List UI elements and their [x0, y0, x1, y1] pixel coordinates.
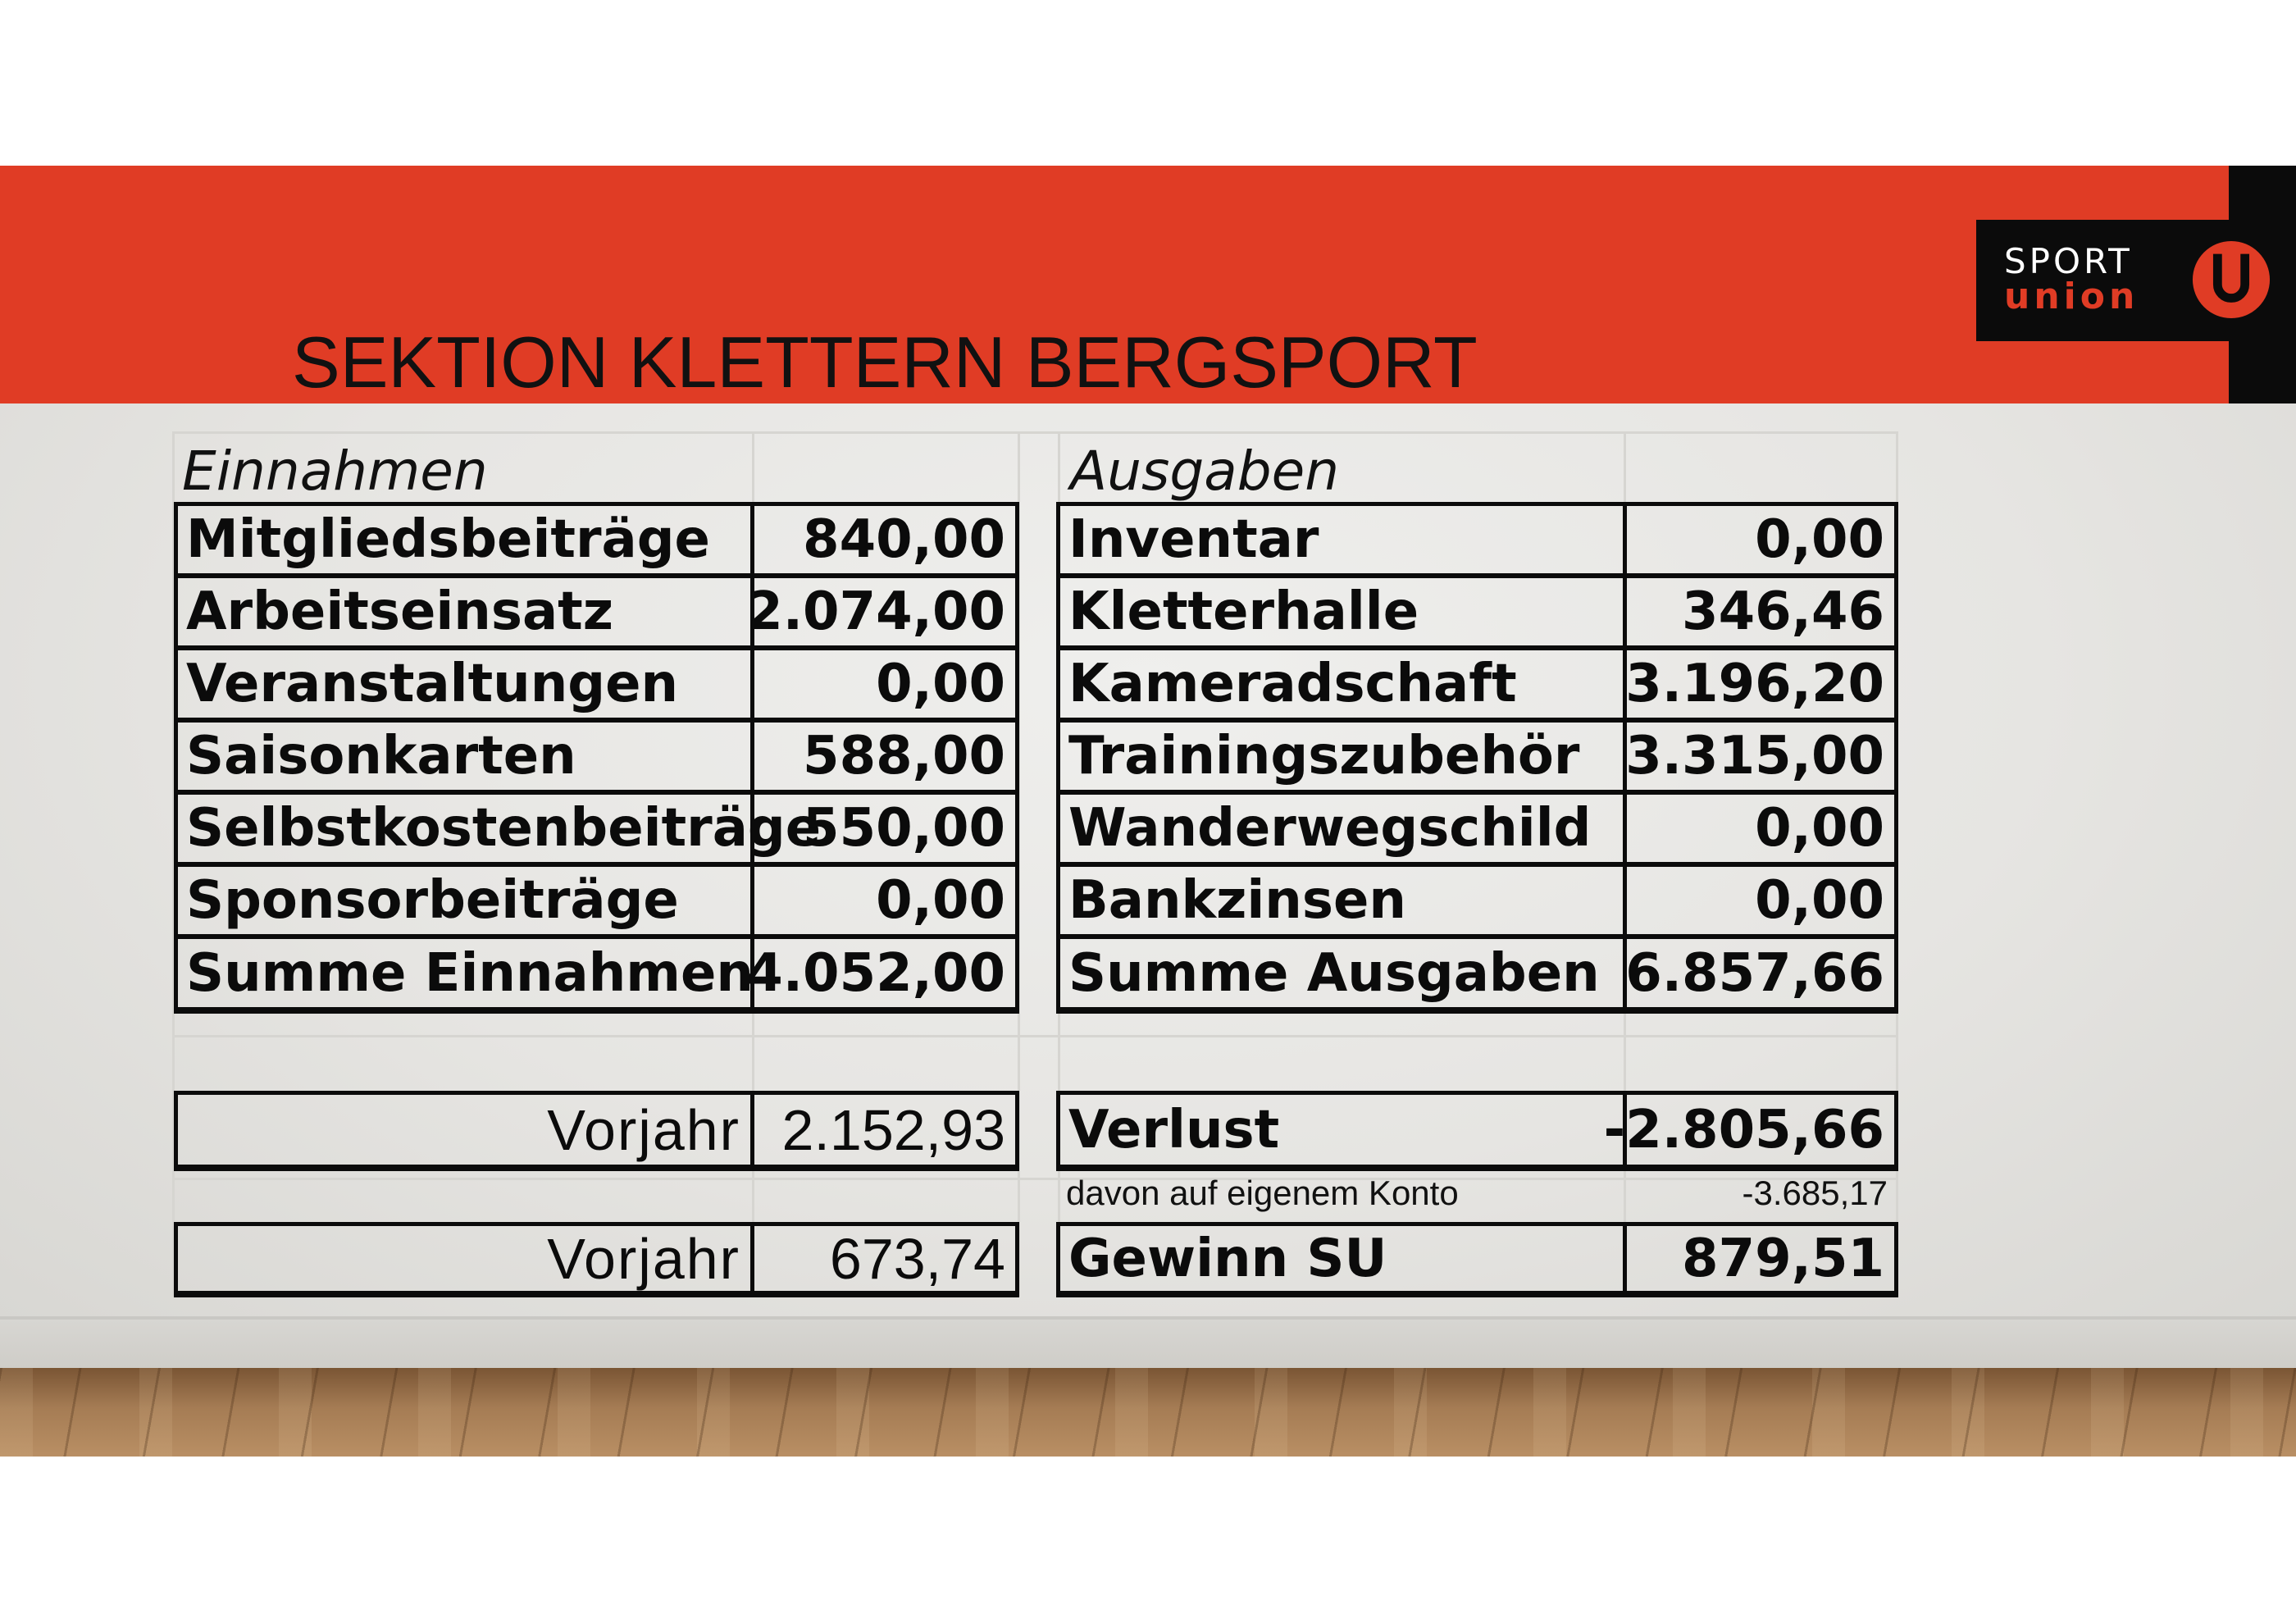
expense-total-label: Summe Ausgaben: [1056, 935, 1627, 1014]
expense-value: 0,00: [1623, 791, 1898, 866]
income-label: Selbstkostenbeiträge: [174, 791, 754, 866]
expense-value: 0,00: [1623, 863, 1898, 938]
income-value: 2.074,00: [750, 574, 1019, 650]
sport-union-logo: [1976, 220, 2229, 341]
income-value: 0,00: [750, 863, 1019, 938]
grid-line: [172, 1035, 1898, 1037]
prior-year-value: 673,74: [750, 1222, 1019, 1297]
income-label: Saisonkarten: [174, 718, 754, 794]
wooden-floor: [0, 1368, 2296, 1457]
logo-text-sport: SPORT: [2004, 241, 2133, 281]
prior-year-value: 2.152,93: [750, 1091, 1019, 1171]
grid-line: [172, 1178, 1898, 1180]
expense-label: Inventar: [1056, 502, 1627, 577]
income-label: Mitgliedsbeiträge: [174, 502, 754, 577]
income-label: Sponsorbeiträge: [174, 863, 754, 938]
expenses-header: Ausgaben: [1070, 440, 1340, 503]
income-total-label: Summe Einnahmen: [174, 935, 754, 1014]
income-value: 840,00: [750, 502, 1019, 577]
expense-label: Kameradschaft: [1056, 646, 1627, 722]
expense-value: 3.196,20: [1623, 646, 1898, 722]
logo-text-union: union: [2004, 276, 2139, 317]
expense-value: 346,46: [1623, 574, 1898, 650]
income-value: 588,00: [750, 718, 1019, 794]
income-label: Veranstaltungen: [174, 646, 754, 722]
expense-total-value: 6.857,66: [1623, 935, 1898, 1014]
prior-year-label: Vorjahr: [174, 1091, 754, 1171]
wall-baseboard: [0, 1320, 2296, 1368]
wall-divider: [0, 1316, 2296, 1320]
income-value: 550,00: [750, 791, 1019, 866]
income-label: Arbeitseinsatz: [174, 574, 754, 650]
income-value: 0,00: [750, 646, 1019, 722]
expense-label: Trainingszubehör: [1056, 718, 1627, 794]
expense-label: Bankzinsen: [1056, 863, 1627, 938]
expense-label: Wanderwegschild: [1056, 791, 1627, 866]
income-total-value: 4.052,00: [750, 935, 1019, 1014]
income-header: Einnahmen: [182, 440, 488, 503]
profit-value: 879,51: [1623, 1222, 1898, 1297]
expense-value: 0,00: [1623, 502, 1898, 577]
grid-line: [172, 431, 1898, 434]
expense-value: 3.315,00: [1623, 718, 1898, 794]
loss-value: -2.805,66: [1623, 1091, 1898, 1171]
own-account-value: -3.685,17: [1742, 1174, 1888, 1212]
profit-label: Gewinn SU: [1056, 1222, 1627, 1297]
prior-year-label: Vorjahr: [174, 1222, 754, 1297]
loss-label: Verlust: [1056, 1091, 1627, 1171]
union-u-icon: [2191, 239, 2271, 320]
page-title: SEKTION KLETTERN BERGSPORT: [292, 321, 1478, 403]
own-account-label: davon auf eigenem Konto: [1066, 1174, 1459, 1212]
expense-label: Kletterhalle: [1056, 574, 1627, 650]
